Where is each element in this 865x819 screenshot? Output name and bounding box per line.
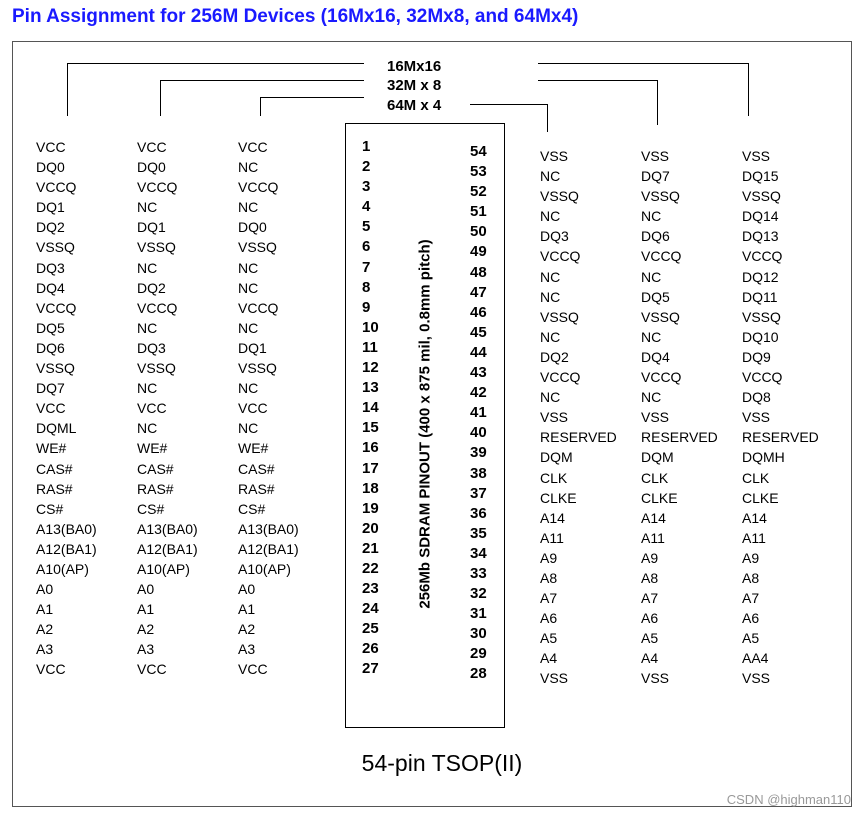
pin-name: VCC bbox=[36, 661, 66, 678]
pin-name: NC bbox=[540, 288, 561, 305]
pin-name: NC bbox=[641, 328, 662, 345]
pin-name: A11 bbox=[540, 529, 564, 546]
pin-name: NC bbox=[238, 380, 259, 397]
pin-number: 47 bbox=[470, 283, 487, 301]
pin-name: A14 bbox=[641, 509, 666, 526]
connector-64x4-left-h bbox=[260, 97, 364, 98]
pin-name: DQM bbox=[641, 449, 674, 466]
pin-name: VSSQ bbox=[137, 360, 176, 377]
pin-name: DQ3 bbox=[137, 339, 166, 356]
pin-name: DQ10 bbox=[742, 328, 779, 345]
pin-number: 43 bbox=[470, 364, 487, 382]
pin-name: VCCQ bbox=[36, 179, 77, 196]
pin-name: DQ0 bbox=[36, 159, 65, 176]
pin-name: NC bbox=[540, 268, 561, 285]
pin-name: A5 bbox=[540, 630, 558, 647]
pin-name: CLKE bbox=[742, 489, 779, 506]
pin-name: DQ3 bbox=[36, 259, 65, 276]
pin-name: CAS# bbox=[137, 460, 174, 477]
pin-name: VCC bbox=[36, 139, 66, 155]
pin-name: VSSQ bbox=[36, 360, 75, 377]
pin-column-16x16-right bbox=[742, 146, 819, 689]
pin-number: 24 bbox=[362, 600, 379, 618]
pin-number: 51 bbox=[470, 203, 487, 221]
pin-name: VCCQ bbox=[36, 299, 77, 316]
pin-name: DQ11 bbox=[742, 288, 778, 305]
pin-name: A6 bbox=[641, 610, 659, 627]
pin-number: 45 bbox=[470, 323, 487, 341]
pin-number: 2 bbox=[362, 158, 371, 176]
pin-name: A9 bbox=[641, 549, 659, 566]
pin-name: CS# bbox=[137, 500, 165, 517]
pin-number: 44 bbox=[470, 343, 487, 361]
pin-number: 6 bbox=[362, 238, 371, 256]
pin-name: A8 bbox=[641, 569, 659, 586]
pin-name: NC bbox=[137, 420, 158, 437]
pin-name: NC bbox=[137, 380, 158, 397]
pin-name: A2 bbox=[137, 621, 155, 638]
pin-number: 32 bbox=[470, 585, 487, 603]
pin-name: WE# bbox=[238, 440, 269, 457]
pin-name: A0 bbox=[238, 581, 256, 598]
pin-number: 20 bbox=[362, 519, 379, 537]
pin-name: A8 bbox=[742, 569, 760, 586]
connector-32x8-right-v bbox=[657, 80, 658, 125]
pin-name: A11 bbox=[742, 529, 766, 546]
package-caption: 54-pin TSOP(II) bbox=[361, 750, 523, 776]
pin-name: CS# bbox=[36, 500, 64, 517]
connector-64x4-right-h bbox=[470, 104, 548, 105]
pin-number: 29 bbox=[470, 645, 487, 663]
pin-name: DQ8 bbox=[742, 389, 771, 406]
connector-64x4-right-v bbox=[547, 104, 548, 132]
connector-16x16-right-h bbox=[538, 63, 749, 64]
pin-name: NC bbox=[137, 199, 158, 216]
connector-16x16-right-v bbox=[748, 63, 749, 116]
pin-name: A6 bbox=[742, 610, 760, 627]
pin-name: A3 bbox=[137, 641, 155, 658]
pin-column-32x8-left bbox=[137, 137, 198, 680]
pin-number: 19 bbox=[362, 499, 379, 517]
pin-name: A10(AP) bbox=[238, 560, 291, 577]
pin-name: A0 bbox=[137, 581, 155, 598]
pin-number: 54 bbox=[470, 143, 487, 160]
pin-number: 10 bbox=[362, 318, 379, 336]
pin-name: DQ9 bbox=[742, 348, 771, 365]
pin-name: DQ15 bbox=[742, 168, 779, 185]
pin-name: A14 bbox=[540, 509, 565, 526]
variant-label-64x4: 64M x 4 bbox=[387, 97, 442, 114]
connector-32x8-right-h bbox=[538, 80, 658, 81]
pin-name: NC bbox=[540, 208, 561, 225]
pin-name: VCC bbox=[238, 400, 268, 417]
pin-name: A1 bbox=[137, 601, 155, 618]
pin-name: A2 bbox=[36, 621, 54, 638]
pin-name: CLK bbox=[641, 469, 669, 486]
pin-number: 27 bbox=[362, 660, 379, 678]
pin-number: 34 bbox=[470, 544, 487, 562]
pin-name: A11 bbox=[641, 529, 665, 546]
pin-name: DQ2 bbox=[540, 348, 569, 365]
pin-name: A12(BA1) bbox=[36, 540, 97, 557]
pin-name: RAS# bbox=[238, 480, 275, 497]
pin-number: 9 bbox=[362, 298, 371, 316]
pin-name: NC bbox=[238, 279, 259, 296]
pin-name: DQ7 bbox=[641, 168, 670, 185]
pin-column-16x16-left bbox=[36, 137, 97, 680]
pin-name: VSSQ bbox=[540, 308, 579, 325]
pin-name: VCCQ bbox=[540, 369, 581, 386]
pin-name: VCCQ bbox=[137, 299, 178, 316]
pin-name: NC bbox=[641, 389, 662, 406]
pin-name: A9 bbox=[742, 549, 760, 566]
pin-number: 18 bbox=[362, 479, 379, 497]
pin-name: VSSQ bbox=[540, 188, 579, 205]
pin-name: VCCQ bbox=[641, 369, 682, 386]
pin-name: VCC bbox=[137, 661, 167, 678]
pin-name: VCCQ bbox=[238, 299, 279, 316]
package-label: 256Mb SDRAM PINOUT (400 x 875 mil, 0.8mm pitch) bbox=[416, 239, 434, 609]
pin-name: DQ1 bbox=[36, 199, 65, 216]
pin-number: 49 bbox=[470, 243, 487, 261]
pin-name: VCCQ bbox=[742, 248, 783, 265]
pin-name: NC bbox=[641, 208, 662, 225]
pin-name: A1 bbox=[36, 601, 54, 618]
pin-name: VCC bbox=[137, 400, 167, 417]
connector-32x8-left-v bbox=[160, 80, 161, 116]
pin-name: VCC bbox=[137, 139, 167, 155]
pin-name: VSS bbox=[540, 148, 569, 164]
connector-64x4-left-v bbox=[260, 97, 261, 116]
pin-number: 11 bbox=[362, 338, 378, 356]
pin-name: DQ1 bbox=[238, 339, 267, 356]
pin-number: 31 bbox=[470, 605, 487, 623]
pin-name: A10(AP) bbox=[137, 560, 190, 577]
pin-number: 26 bbox=[362, 640, 379, 658]
pin-name: A2 bbox=[238, 621, 256, 638]
pin-number: 37 bbox=[470, 484, 487, 502]
pin-number: 12 bbox=[362, 359, 379, 377]
variant-label-32x8: 32M x 8 bbox=[387, 77, 442, 94]
pin-name: A7 bbox=[540, 590, 558, 607]
pin-name: A6 bbox=[540, 610, 558, 627]
pin-number: 17 bbox=[362, 459, 379, 477]
pin-name: VCCQ bbox=[238, 179, 279, 196]
left-pin-numbers bbox=[362, 137, 379, 680]
pin-number: 1 bbox=[362, 138, 371, 155]
connector-16x16-left-h bbox=[67, 63, 364, 64]
pin-name: NC bbox=[238, 420, 259, 437]
pin-name: A13(BA0) bbox=[36, 520, 97, 537]
pin-name: VSS bbox=[540, 670, 569, 687]
pin-number: 50 bbox=[470, 223, 487, 241]
pin-name: VSSQ bbox=[641, 308, 680, 325]
pin-name: NC bbox=[540, 389, 561, 406]
pin-name: WE# bbox=[137, 440, 168, 457]
pin-name: A13(BA0) bbox=[137, 520, 198, 537]
pin-number: 23 bbox=[362, 580, 379, 598]
connector-16x16-left-v bbox=[67, 63, 68, 116]
pin-name: VSSQ bbox=[238, 360, 277, 377]
pin-name: VSSQ bbox=[238, 239, 277, 256]
pin-name: AA4 bbox=[742, 650, 769, 667]
pin-column-64x4-right bbox=[540, 146, 617, 689]
pin-name: A4 bbox=[540, 650, 558, 667]
connector-32x8-left-h bbox=[160, 80, 364, 81]
pin-name: NC bbox=[641, 268, 662, 285]
pin-name: VSS bbox=[742, 148, 771, 164]
pin-number: 21 bbox=[362, 539, 379, 557]
pin-name: A3 bbox=[238, 641, 256, 658]
pin-name: NC bbox=[238, 259, 259, 276]
pin-name: A4 bbox=[641, 650, 659, 667]
pin-number: 13 bbox=[362, 379, 379, 397]
pin-number: 53 bbox=[470, 163, 487, 181]
pin-number: 8 bbox=[362, 278, 371, 296]
pin-name: VSS bbox=[742, 670, 771, 687]
pin-name: CLKE bbox=[641, 489, 678, 506]
pin-name: NC bbox=[238, 159, 259, 176]
pin-name: VSSQ bbox=[36, 239, 75, 256]
pin-number: 39 bbox=[470, 444, 487, 462]
pin-name: VSSQ bbox=[641, 188, 680, 205]
pin-name: VCCQ bbox=[540, 248, 581, 265]
pin-name: A5 bbox=[742, 630, 760, 647]
pin-number: 36 bbox=[470, 504, 487, 522]
pin-name: CS# bbox=[238, 500, 266, 517]
pin-name: A8 bbox=[540, 569, 558, 586]
pin-number: 14 bbox=[362, 399, 379, 417]
pin-name: VSS bbox=[540, 409, 569, 426]
pin-name: DQ3 bbox=[540, 228, 569, 245]
pin-name: DQ2 bbox=[36, 219, 65, 236]
pin-name: DQ1 bbox=[137, 219, 166, 236]
pin-name: DQ13 bbox=[742, 228, 779, 245]
pin-number: 52 bbox=[470, 183, 487, 201]
pin-number: 41 bbox=[470, 404, 487, 422]
pin-name: A5 bbox=[641, 630, 659, 647]
pin-number: 35 bbox=[470, 524, 487, 542]
pin-name: A14 bbox=[742, 509, 767, 526]
pin-name: DQ7 bbox=[36, 380, 65, 397]
pin-name: NC bbox=[238, 319, 259, 336]
pin-name: A10(AP) bbox=[36, 560, 89, 577]
pin-name: VSS bbox=[641, 670, 670, 687]
pin-name: A7 bbox=[641, 590, 659, 607]
pin-name: RESERVED bbox=[641, 429, 718, 446]
pin-name: NC bbox=[137, 319, 158, 336]
pin-name: VSS bbox=[641, 409, 670, 426]
pin-number: 46 bbox=[470, 303, 487, 321]
pin-name: VCC bbox=[36, 400, 66, 417]
pin-name: A1 bbox=[238, 601, 256, 618]
pin-number: 33 bbox=[470, 564, 487, 582]
pin-name: CAS# bbox=[238, 460, 275, 477]
pin-number: 28 bbox=[470, 665, 487, 683]
pin-name: DQ4 bbox=[36, 279, 65, 296]
pin-name: A7 bbox=[742, 590, 760, 607]
pin-name: RESERVED bbox=[742, 429, 819, 446]
pin-name: VSSQ bbox=[137, 239, 176, 256]
pin-name: DQMH bbox=[742, 449, 785, 466]
pin-name: VCC bbox=[238, 139, 268, 155]
pin-name: CLK bbox=[540, 469, 568, 486]
pin-number: 22 bbox=[362, 559, 379, 577]
pin-column-64x4-left bbox=[238, 137, 299, 680]
pin-name: NC bbox=[540, 328, 561, 345]
pin-name: NC bbox=[540, 168, 561, 185]
right-pin-numbers bbox=[470, 142, 487, 685]
pin-number: 5 bbox=[362, 218, 371, 236]
pin-number: 48 bbox=[470, 263, 487, 281]
pin-number: 16 bbox=[362, 439, 379, 457]
pin-name: VSS bbox=[641, 148, 670, 164]
pin-number: 3 bbox=[362, 178, 371, 196]
pin-name: DQ6 bbox=[36, 339, 65, 356]
pin-name: DQ0 bbox=[238, 219, 267, 236]
pin-name: A0 bbox=[36, 581, 54, 598]
pin-number: 40 bbox=[470, 424, 487, 442]
pin-name: CLK bbox=[742, 469, 770, 486]
pin-name: RESERVED bbox=[540, 429, 617, 446]
pin-number: 15 bbox=[362, 419, 379, 437]
pin-name: A12(BA1) bbox=[238, 540, 299, 557]
pin-number: 25 bbox=[362, 620, 379, 638]
pin-number: 38 bbox=[470, 464, 487, 482]
pin-name: DQ4 bbox=[641, 348, 670, 365]
pin-column-32x8-right bbox=[641, 146, 718, 689]
pin-name: DQ5 bbox=[36, 319, 65, 336]
watermark: CSDN @highman110 bbox=[726, 792, 851, 807]
pin-name: VCCQ bbox=[742, 369, 783, 386]
pin-name: WE# bbox=[36, 440, 67, 457]
pin-name: A12(BA1) bbox=[137, 540, 198, 557]
pin-name: DQ2 bbox=[137, 279, 166, 296]
pin-name: VCCQ bbox=[641, 248, 682, 265]
variant-label-16x16: 16Mx16 bbox=[387, 58, 442, 75]
pin-name: A13(BA0) bbox=[238, 520, 299, 537]
pin-name: DQML bbox=[36, 420, 77, 437]
pin-name: VSSQ bbox=[742, 188, 781, 205]
pin-name: VSS bbox=[742, 409, 771, 426]
pin-name: RAS# bbox=[36, 480, 73, 497]
pin-name: CLKE bbox=[540, 489, 577, 506]
page-title: Pin Assignment for 256M Devices (16Mx16, 32Mx8, and 64Mx4) bbox=[12, 6, 579, 27]
pin-name: DQ12 bbox=[742, 268, 779, 285]
pin-name: CAS# bbox=[36, 460, 73, 477]
pin-name: DQ14 bbox=[742, 208, 779, 225]
pin-name: VCCQ bbox=[137, 179, 178, 196]
pin-name: A3 bbox=[36, 641, 54, 658]
pin-name: VSSQ bbox=[742, 308, 781, 325]
pin-name: A9 bbox=[540, 549, 558, 566]
pin-name: DQ5 bbox=[641, 288, 670, 305]
pin-name: RAS# bbox=[137, 480, 174, 497]
pin-number: 42 bbox=[470, 384, 487, 402]
pin-name: NC bbox=[137, 259, 158, 276]
pin-name: DQM bbox=[540, 449, 573, 466]
pin-number: 4 bbox=[362, 198, 371, 216]
pin-name: DQ6 bbox=[641, 228, 670, 245]
pin-number: 30 bbox=[470, 625, 487, 643]
pin-name: NC bbox=[238, 199, 259, 216]
pin-number: 7 bbox=[362, 258, 371, 276]
pin-name: DQ0 bbox=[137, 159, 166, 176]
pin-name: VCC bbox=[238, 661, 268, 678]
